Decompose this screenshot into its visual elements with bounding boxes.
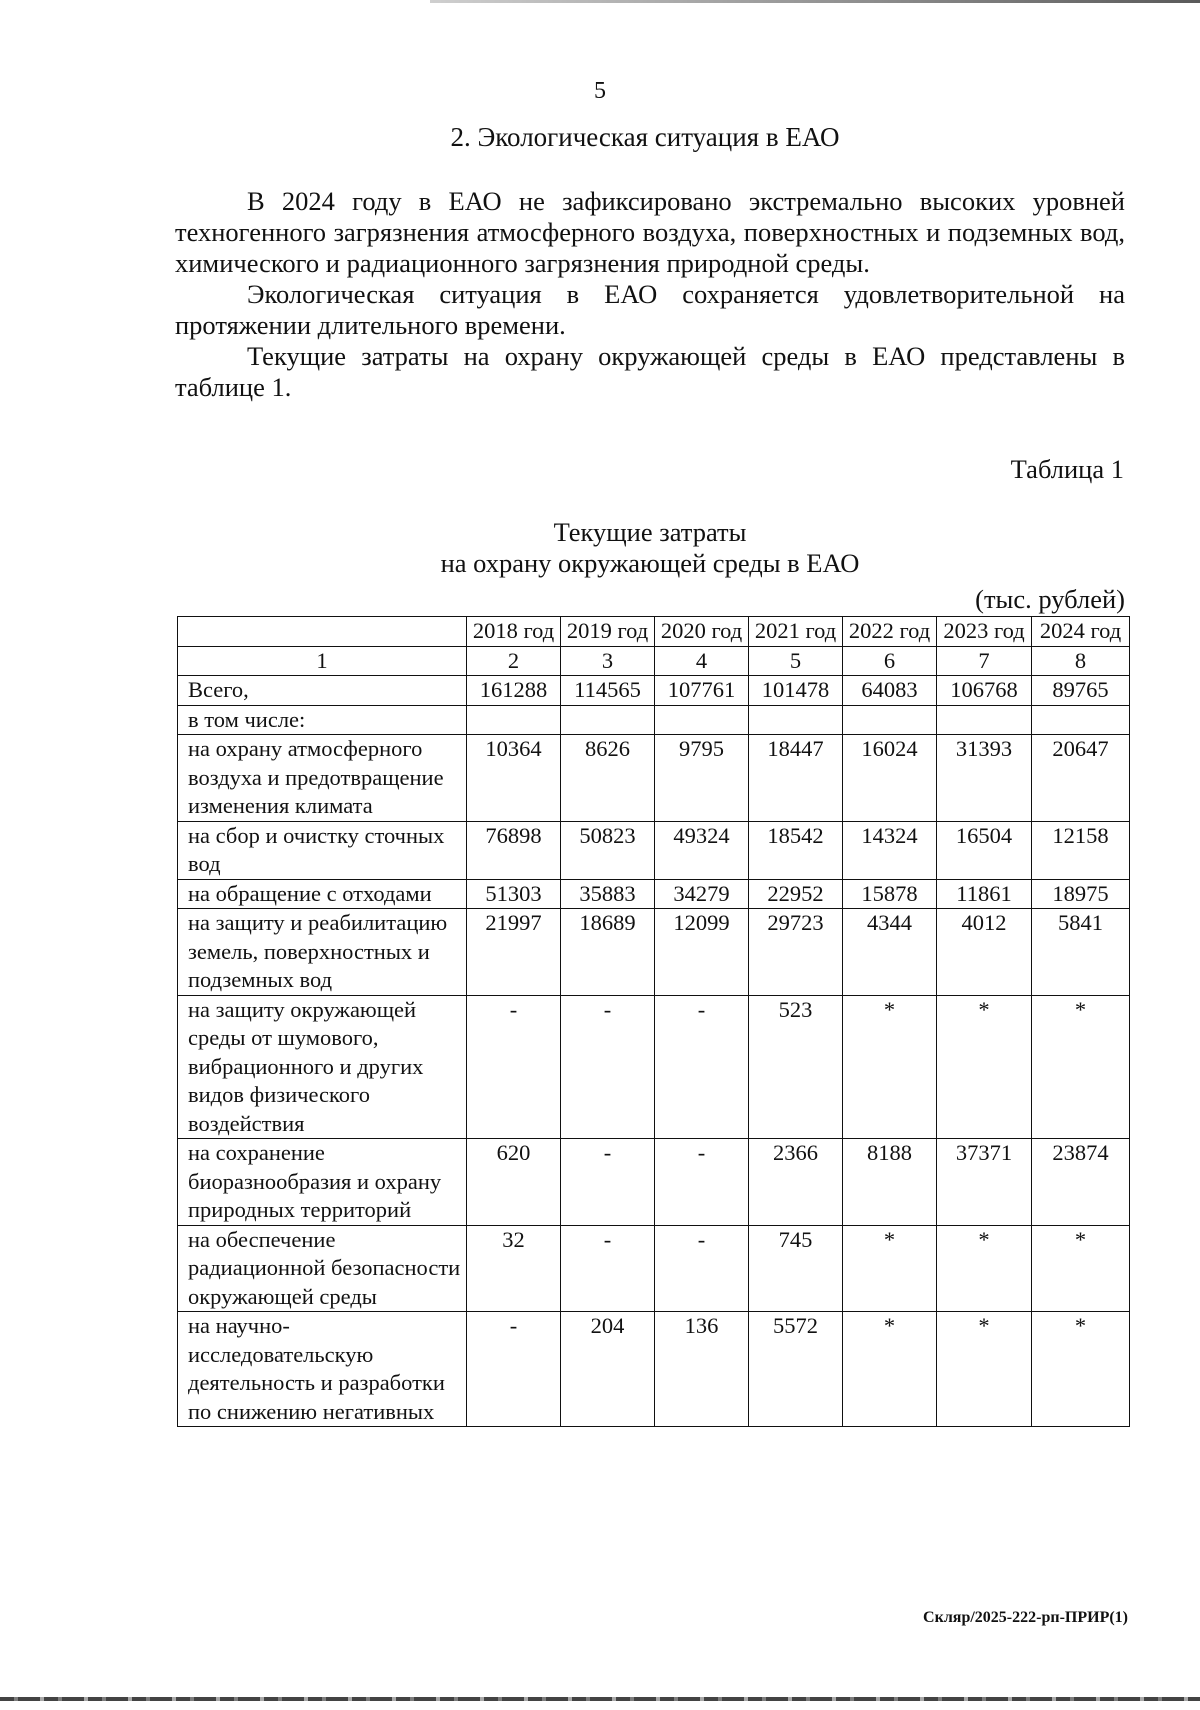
value-cell: 89765 <box>1032 676 1130 706</box>
section-title: 2. Экологическая ситуация в ЕАО <box>450 122 840 152</box>
column-number: 3 <box>561 646 655 676</box>
row-label: на защиту окружающей среды от шумового, вибрационного и других видов физического воздействия <box>178 995 467 1139</box>
column-number: 4 <box>655 646 749 676</box>
row-label: Всего, <box>178 676 467 706</box>
value-cell: 32 <box>467 1225 561 1312</box>
value-cell: * <box>937 995 1032 1139</box>
value-cell: 107761 <box>655 676 749 706</box>
value-cell: 204 <box>561 1312 655 1427</box>
row-label: в том числе: <box>178 705 467 735</box>
value-cell: * <box>937 1312 1032 1427</box>
value-cell: * <box>1032 1312 1130 1427</box>
value-cell: - <box>655 1225 749 1312</box>
year-header: 2019 год <box>561 617 655 647</box>
paragraph: Текущие затраты на охрану окружающей среды в ЕАО представлены в таблице 1. <box>175 341 1125 402</box>
row-label: на научно-исследовательскую деятельность и разработки по снижению негативных <box>178 1312 467 1427</box>
table-row <box>178 879 1130 909</box>
column-number: 2 <box>467 646 561 676</box>
value-cell: 11861 <box>937 879 1032 909</box>
table-caption: Таблица 1 <box>1010 454 1124 484</box>
value-cell: * <box>843 995 937 1139</box>
value-cell <box>655 705 749 735</box>
value-cell <box>937 705 1032 735</box>
value-cell: 16024 <box>843 735 937 822</box>
value-cell: 31393 <box>937 735 1032 822</box>
value-cell: 29723 <box>749 909 843 996</box>
document-code: Скляр/2025-222-рп-ПРИР(1) <box>923 1609 1128 1626</box>
table-row <box>178 705 1130 735</box>
value-cell: 23874 <box>1032 1139 1130 1226</box>
value-cell: 51303 <box>467 879 561 909</box>
table-title <box>175 517 1125 579</box>
value-cell <box>749 705 843 735</box>
paragraph: В 2024 году в ЕАО не зафиксировано экстремально высоких уровней техногенного загрязнения атмосферного воздуха, поверхностных и подземных вод, химического и радиационного загрязнения природной среды. <box>175 186 1125 278</box>
value-cell: 12099 <box>655 909 749 996</box>
row-label: на обеспечение радиационной безопасности окружающей среды <box>178 1225 467 1312</box>
value-cell: 14324 <box>843 821 937 879</box>
value-cell: * <box>843 1312 937 1427</box>
value-cell: - <box>467 995 561 1139</box>
table-title-line: Текущие затраты <box>553 517 747 547</box>
value-cell: * <box>1032 1225 1130 1312</box>
value-cell: 64083 <box>843 676 937 706</box>
value-cell: - <box>655 1139 749 1226</box>
table-row <box>178 1225 1130 1312</box>
value-cell: 15878 <box>843 879 937 909</box>
value-cell: 10364 <box>467 735 561 822</box>
value-cell: 5572 <box>749 1312 843 1427</box>
row-label: на сбор и очистку сточных вод <box>178 821 467 879</box>
value-cell: 22952 <box>749 879 843 909</box>
value-cell: - <box>467 1312 561 1427</box>
value-cell: - <box>561 995 655 1139</box>
expenses-table <box>177 616 1130 1427</box>
value-cell: 136 <box>655 1312 749 1427</box>
value-cell: 523 <box>749 995 843 1139</box>
year-header: 2020 год <box>655 617 749 647</box>
value-cell: 16504 <box>937 821 1032 879</box>
header-cell-empty <box>178 617 467 647</box>
column-number: 8 <box>1032 646 1130 676</box>
page-number: 5 <box>594 78 606 104</box>
value-cell: 4344 <box>843 909 937 996</box>
value-cell: 106768 <box>937 676 1032 706</box>
table-row <box>178 995 1130 1139</box>
value-cell: 76898 <box>467 821 561 879</box>
value-cell: 35883 <box>561 879 655 909</box>
value-cell: 9795 <box>655 735 749 822</box>
value-cell: 18689 <box>561 909 655 996</box>
value-cell: 620 <box>467 1139 561 1226</box>
table-body <box>178 676 1130 1427</box>
scan-edge-bottom <box>0 1697 1200 1701</box>
column-number-row <box>178 646 1130 676</box>
value-cell: 21997 <box>467 909 561 996</box>
table-row <box>178 821 1130 879</box>
value-cell: 37371 <box>937 1139 1032 1226</box>
value-cell: 4012 <box>937 909 1032 996</box>
value-cell: 5841 <box>1032 909 1130 996</box>
column-number: 5 <box>749 646 843 676</box>
table-header-row <box>178 617 1130 647</box>
table-row <box>178 1139 1130 1226</box>
value-cell: 20647 <box>1032 735 1130 822</box>
year-header: 2021 год <box>749 617 843 647</box>
value-cell: 18542 <box>749 821 843 879</box>
value-cell: 18975 <box>1032 879 1130 909</box>
value-cell: 161288 <box>467 676 561 706</box>
value-cell: 49324 <box>655 821 749 879</box>
value-cell: * <box>843 1225 937 1312</box>
row-label: на обращение с отходами <box>178 879 467 909</box>
table-row <box>178 676 1130 706</box>
value-cell: * <box>937 1225 1032 1312</box>
year-header: 2024 год <box>1032 617 1130 647</box>
value-cell: 34279 <box>655 879 749 909</box>
value-cell: 18447 <box>749 735 843 822</box>
value-cell: * <box>1032 995 1130 1139</box>
value-cell: - <box>561 1225 655 1312</box>
value-cell: 2366 <box>749 1139 843 1226</box>
table-row <box>178 909 1130 996</box>
year-header: 2018 год <box>467 617 561 647</box>
year-header: 2023 год <box>937 617 1032 647</box>
value-cell: 8626 <box>561 735 655 822</box>
table-row <box>178 735 1130 822</box>
column-number: 7 <box>937 646 1032 676</box>
table-title-line: на охрану окружающей среды в ЕАО <box>440 548 860 578</box>
value-cell: - <box>561 1139 655 1226</box>
body-text <box>175 186 1125 403</box>
value-cell: 12158 <box>1032 821 1130 879</box>
value-cell <box>467 705 561 735</box>
column-number: 1 <box>178 646 467 676</box>
row-label: на охрану атмосферного воздуха и предотвращение изменения климата <box>178 735 467 822</box>
value-cell: 114565 <box>561 676 655 706</box>
row-label: на защиту и реабилитацию земель, поверхностных и подземных вод <box>178 909 467 996</box>
value-cell <box>843 705 937 735</box>
value-cell: 8188 <box>843 1139 937 1226</box>
scan-edge-top <box>430 0 1200 3</box>
table-units: (тыс. рублей) <box>975 584 1125 614</box>
year-header: 2022 год <box>843 617 937 647</box>
value-cell: - <box>655 995 749 1139</box>
row-label: на сохранение биоразнообразия и охрану природных территорий <box>178 1139 467 1226</box>
value-cell: 101478 <box>749 676 843 706</box>
column-number: 6 <box>843 646 937 676</box>
table-row <box>178 1312 1130 1427</box>
value-cell <box>561 705 655 735</box>
value-cell <box>1032 705 1130 735</box>
paragraph: Экологическая ситуация в ЕАО сохраняется удовлетворительной на протяжении длительного времени. <box>175 279 1125 340</box>
value-cell: 50823 <box>561 821 655 879</box>
value-cell: 745 <box>749 1225 843 1312</box>
